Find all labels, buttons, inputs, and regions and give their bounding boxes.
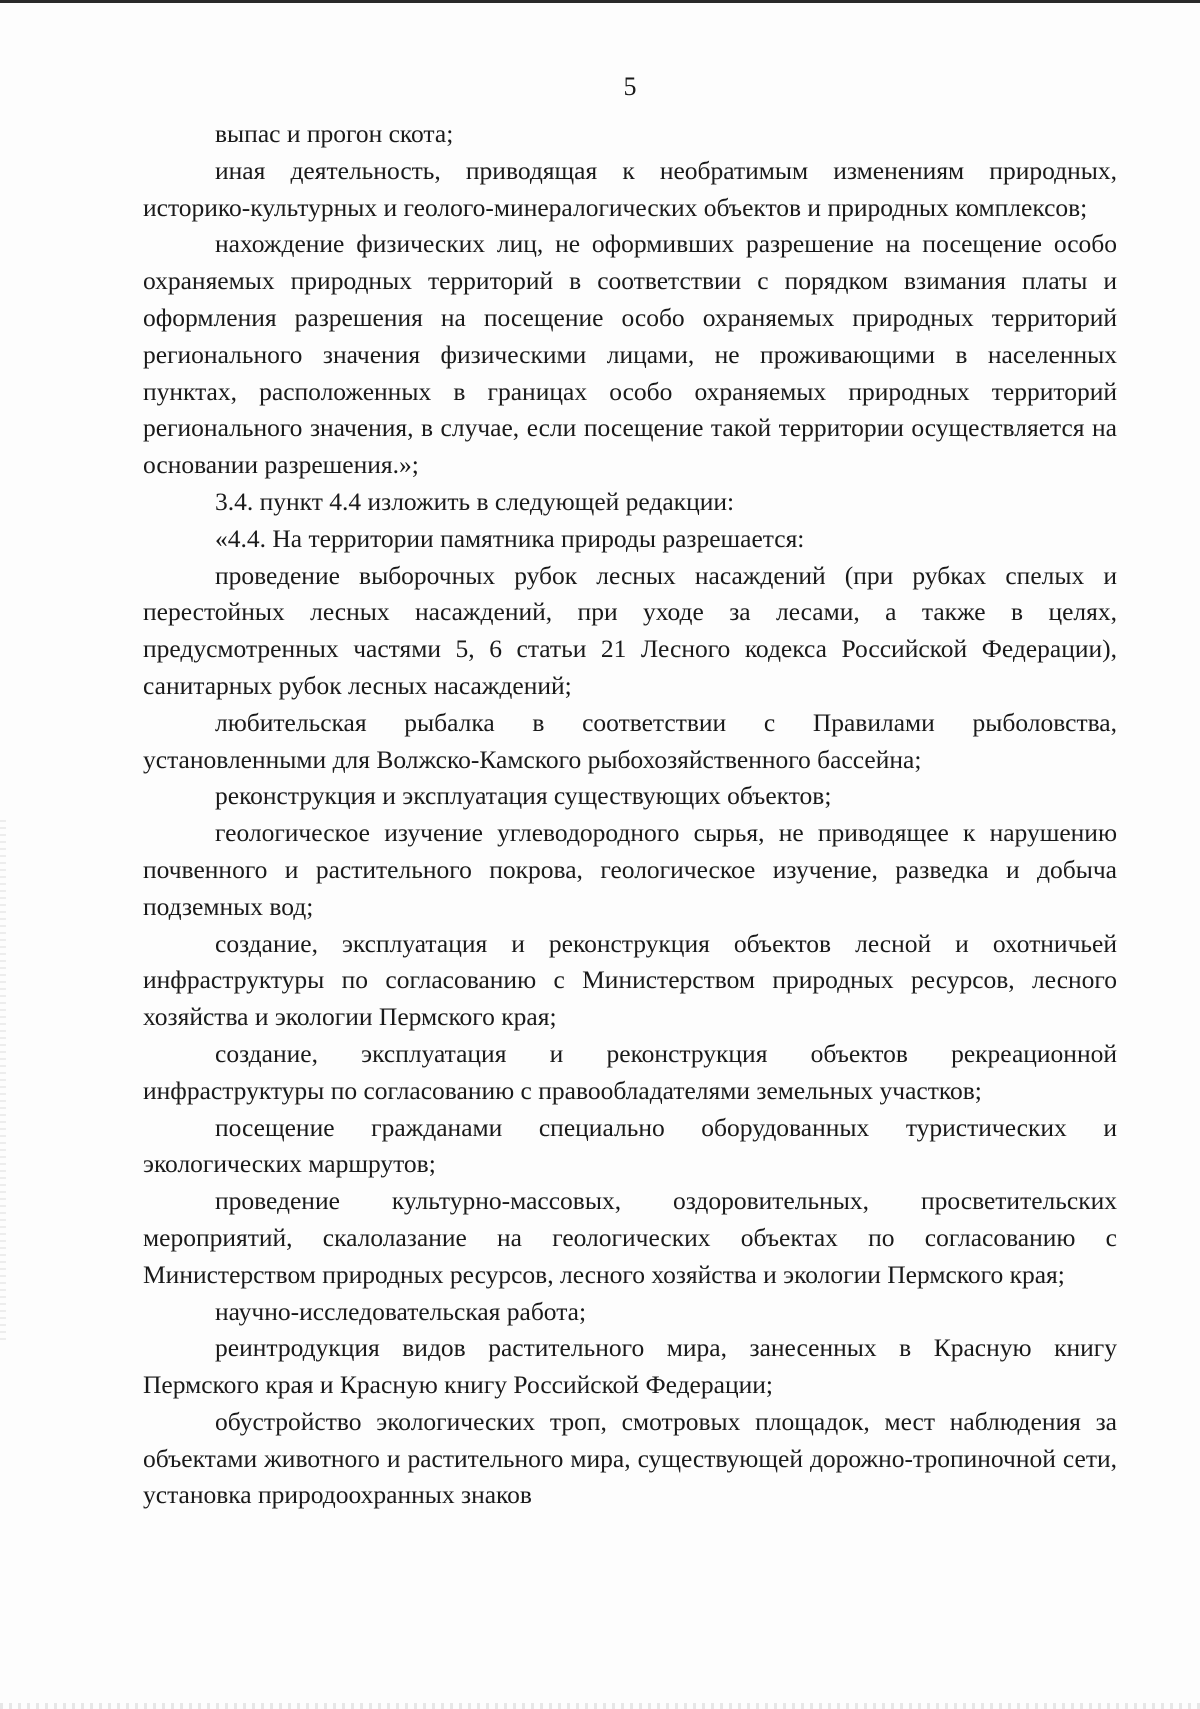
paragraph-clause-4-4-heading: «4.4. На территории памятника природы разрешается:: [215, 523, 805, 553]
paragraph-other-activity: иная деятельность, приводящая к необратимым изменениям природных, историко-культурных и геолого-минералогических объектов и природных комплексов;: [143, 155, 1117, 222]
scan-left-edge-noise: [0, 820, 6, 1340]
document-body: [143, 116, 1117, 1514]
paragraph-recreational-infrastructure: создание, эксплуатация и реконструкция объектов рекреационной инфраструктуры по согласованию с правообладателями земельных участков;: [143, 1038, 1117, 1105]
page-number: 5: [623, 72, 637, 101]
paragraph-reintroduction: реинтродукция видов растительного мира, занесенных в Красную книгу Пермского края и Красную книгу Российской Федерации;: [143, 1333, 1117, 1400]
paragraph-reconstruction-existing: реконструкция и эксплуатация существующих объектов;: [215, 781, 832, 811]
paragraph-cultural-events: проведение культурно-массовых, оздоровительных, просветительских мероприятий, скалолазание на геологических объектах по согласованию с Министерством природных ресурсов, лесного хозяйства и экологии Пермского края;: [143, 1186, 1117, 1289]
scan-top-edge: [0, 0, 1200, 3]
paragraph-research-work: научно-исследовательская работа;: [215, 1296, 587, 1326]
paragraph-visitors-without-permit: нахождение физических лиц, не оформивших разрешение на посещение особо охраняемых природных территорий в соответствии с порядком взимания платы и оформления разрешения на посещение особо охраняемых природных территорий регионального значения физическими лицами, не проживающими в населенных пунктах, расположенных в границах особо охраняемых природных территорий регионального значения, в случае, если посещение такой территории осуществляется на основании разрешения.»;: [143, 229, 1117, 480]
paragraph-eco-trails: обустройство экологических троп, смотровых площадок, мест наблюдения за объектами животного и растительного мира, существующей дорожно-тропиночной сети, установка природоохранных знаков: [143, 1406, 1117, 1510]
paragraph-amendment-3-4: 3.4. пункт 4.4 изложить в следующей редакции:: [215, 486, 735, 516]
paragraph-grazing: выпас и прогон скота;: [215, 119, 454, 148]
paragraph-tourist-routes: посещение гражданами специально оборудованных туристических и экологических маршрутов;: [143, 1112, 1117, 1179]
paragraph-forest-hunting-infrastructure: создание, эксплуатация и реконструкция объектов лесной и охотничьей инфраструктуры по согласованию с Министерством природных ресурсов, лесного хозяйства и экологии Пермского края;: [143, 928, 1117, 1032]
scan-bottom-edge-noise: [0, 1703, 1200, 1709]
paragraph-amateur-fishing: любительская рыбалка в соответствии с Правилами рыболовства, установленными для Волжско-Камского рыбохозяйственного бассейна;: [143, 707, 1117, 774]
paragraph-selective-logging: проведение выборочных рубок лесных насаждений (при рубках спелых и перестойных лесных насаждений, при уходе за лесами, а также в целях, предусмотренных частями 5, 6 статьи 21 Лесного кодекса Российской Федерации), санитарных рубок лесных насаждений;: [143, 560, 1117, 700]
paragraph-geological-study: геологическое изучение углеводородного сырья, не приводящее к нарушению почвенного и растительного покрова, геологическое изучение, разведка и добыча подземных вод;: [143, 818, 1117, 921]
